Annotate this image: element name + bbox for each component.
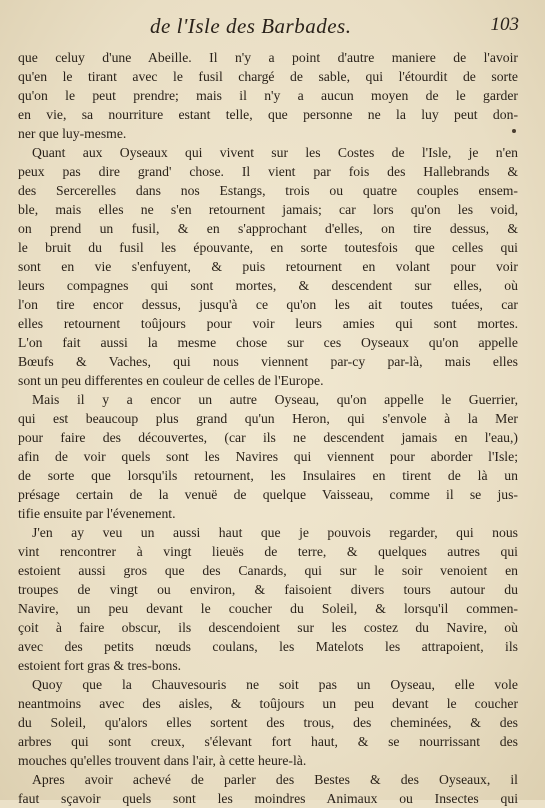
text-line: arbres qui sont creux, s'élevant fort haut, & se nourrissant des [18, 734, 518, 749]
text-line: le bruit du fusil les épouvante, en sorte toutesfois que celles qui [18, 240, 518, 255]
text-line: sont un peu differentes en couleur de celles de l'Europe. [18, 373, 324, 388]
text-line: çoit à faire obscur, ils descendoient sur les costez du Navire, où [18, 620, 518, 635]
text-line: de sorte que lorsqu'ils retournent, les Insulaires en tirent de là un [18, 468, 518, 483]
text-line: Quoy que la Chauvesouris ne soit pas un Oyseau, elle vole [32, 677, 518, 692]
text-line: que celuy d'une Abeille. Il n'y a point d'autre maniere de l'avoir [18, 50, 518, 65]
text-line: tifie ensuite par l'évenement. [18, 506, 176, 521]
text-line: pour faire des découvertes, (car ils ne descendent jamais en l'eau,) [18, 430, 518, 445]
text-line: qui est beaucoup plus grand qu'un Heron, qui s'envole à la Mer [18, 411, 518, 426]
text-line: peux pas dire grand' chose. Il vient par fois des Hallebrands & [18, 164, 518, 179]
text-line: afin de voir quels sont les Navires qui viennent pour aborder l'Isle; [18, 449, 518, 464]
text-line: Mais il y a encor un autre Oyseau, qu'on appelle le Guerrier, [32, 392, 518, 407]
text-line: estoient fort gras & tres-bons. [18, 658, 182, 673]
text-line: faut sçavoir quels sont les moindres Animaux ou Insectes qui [18, 791, 518, 806]
text-line: en vie, sa nourriture estant telle, que personne ne la luy peut don- [18, 107, 518, 122]
text-line: mouches qu'elles trouvent dans l'air, à cette heure-là. [18, 753, 307, 768]
text-line: sont en vie s'enfuyent, & puis retournent en volant pour voir [18, 259, 518, 274]
text-line: troupes de vingt ou environ, & faisoient divers tours autour du [18, 582, 518, 597]
text-line: leurs compagnes qui sont mortes, & descendent sur elles, où [18, 278, 518, 293]
paragraph [18, 390, 518, 523]
text-line: ner que luy-mesme. [18, 126, 127, 141]
paragraph [18, 770, 518, 808]
text-line: on prend un fusil, & en s'approchant d'elles, on tire dessus, & [18, 221, 518, 236]
text-line: neantmoins avec des aisles, & toûjours un peu devant le coucher [18, 696, 518, 711]
paragraph [18, 675, 518, 770]
text-line: Quant aux Oyseaux qui vivent sur les Costes de l'Isle, je n'en [32, 145, 518, 160]
text-line: vint rencontrer à vingt lieuës de terre, & quelques autres qui [18, 544, 518, 559]
text-line: estoient aussi gros que des Canards, qui sur le soir venoient en [18, 563, 518, 578]
text-line: avec des petits nœuds coulans, les Matelots les attrapoient, ils [18, 639, 518, 654]
text-line: J'en ay veu un aussi haut que je pouvois regarder, qui nous [32, 525, 518, 540]
text-line: l'on tire encor dessus, jusqu'à ce qu'on les ait toutes tuées, car [18, 297, 518, 312]
page-number: 103 [490, 14, 519, 35]
text-line: du Soleil, qu'alors elles sortent des trous, des cheminées, & des [18, 715, 518, 730]
running-title: de l'Isle des Barbades. [150, 14, 352, 38]
paragraph [18, 523, 518, 675]
text-line: présage certain de la venuë de quelque Vaisseau, comme il se jus- [18, 487, 518, 502]
text-line: ble, mais elles ne s'en retournent jamais; car lors qu'on les void, [18, 202, 518, 217]
paragraph [18, 48, 518, 143]
text-line: elles retournent toûjours pour voir leurs amies qui sont mortes. [18, 316, 518, 331]
text-body [18, 48, 518, 808]
text-line: L'on fait aussi la mesme chose sur ces Oyseaux qu'on appelle [18, 335, 518, 350]
text-line: Navire, un peu devant le coucher du Soleil, & lorsqu'il commen- [18, 601, 518, 616]
text-line: qu'on le peut prendre; mais il n'y a aucun moyen de le garder [18, 88, 518, 103]
text-line: Bœufs & Vaches, qui nous viennent par-cy par-là, mais elles [18, 354, 518, 369]
text-line: Apres avoir achevé de parler des Bestes & des Oyseaux, il [32, 772, 518, 787]
text-line: qu'en le tirant avec le fusil chargé de sable, qui l'étourdit de sorte [18, 69, 518, 84]
paragraph [18, 143, 518, 390]
text-line: des Sercerelles dans nos Estangs, trois ou quatre couples ensem- [18, 183, 518, 198]
running-header [0, 8, 545, 48]
